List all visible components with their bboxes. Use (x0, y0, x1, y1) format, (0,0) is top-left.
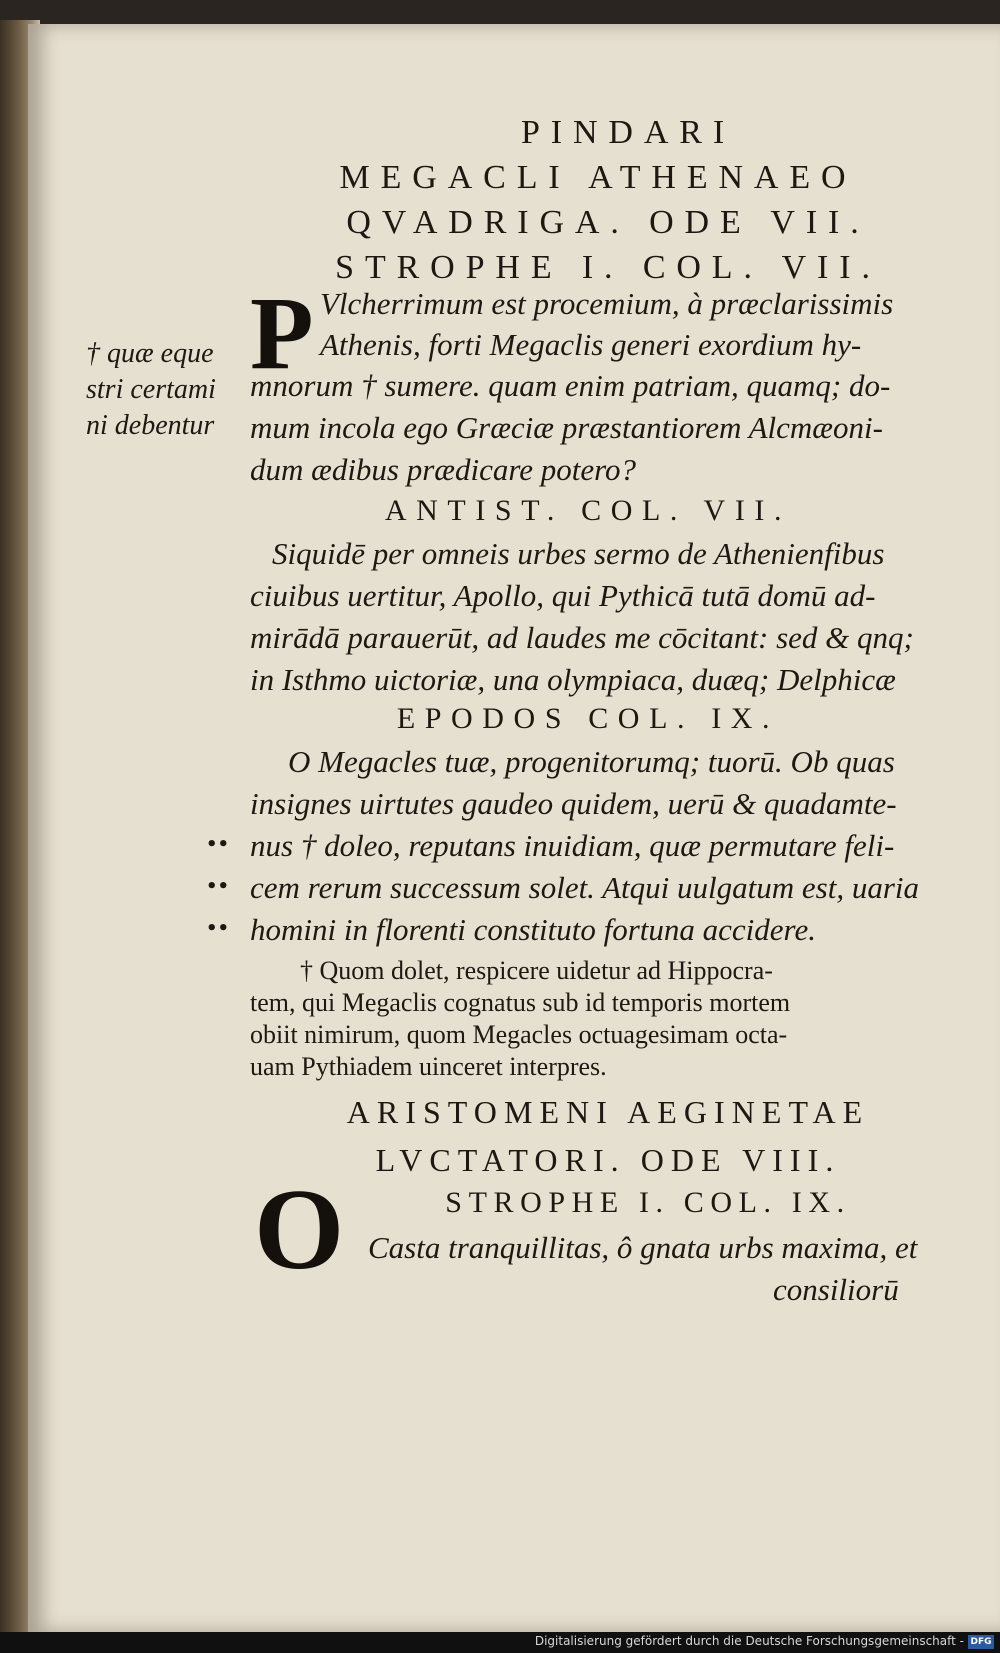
antistrophe-line: in Isthmo uictoriæ, una olympiaca, duæq; Delphicæ (250, 662, 896, 697)
strophe-line: mum incola ego Græciæ præstantiorem Alcmæoni- (250, 410, 883, 445)
ode8-title: ARISTOMENI AEGINETAE (346, 1094, 870, 1130)
quote-mark: •• (206, 834, 230, 855)
margin-note-line: † quæ eque (86, 338, 214, 369)
ode8-line: consiliorū (773, 1272, 899, 1307)
digitization-footer (0, 1632, 1000, 1653)
antistrophe-line: ciuibus uertitur, Apollo, qui Pythicā tutā domū ad- (250, 578, 876, 613)
ode-title: MEGACLI ATHENAEO (339, 159, 857, 196)
epodos-line: O Megacles tuæ, progenitorumq; tuorū. Ob quas (288, 744, 895, 779)
initial-letter-o: O (254, 1166, 345, 1294)
quote-mark: •• (206, 876, 230, 897)
antistrophe-heading: ANTIST. COL. VII. (384, 494, 792, 527)
antistrophe-line: mirādā parauerūt, ad laudes me cōcitant: sed & qnq; (250, 620, 914, 655)
ode8-line: Casta tranquillitas, ô gnata urbs maxima, et (368, 1230, 918, 1265)
initial-letter-p: P (250, 276, 314, 391)
running-title: PINDARI (520, 114, 736, 151)
epodos-line: nus † doleo, reputans inuidiam, quæ permutare feli- (250, 828, 895, 863)
epodos-line: homini in florenti constituto fortuna accidere. (250, 912, 816, 947)
ode8-subtitle: LVCTATORI. ODE VIII. (375, 1142, 841, 1178)
strophe-line: dum ædibus prædicare potero? (250, 452, 637, 487)
ode8-strophe-heading: STROPHE I. COL. IX. (445, 1186, 851, 1219)
margin-note-line: stri certami (86, 374, 216, 405)
margin-note (86, 336, 246, 444)
strophe-line: Vlcherrimum est procemium, à præclarissimis (320, 286, 894, 321)
strophe-line: Athenis, forti Megaclis generi exordium hy- (320, 327, 862, 362)
book-page (28, 24, 1000, 1632)
strophe-heading: STROPHE I. COL. VII. (335, 249, 881, 286)
quote-mark: •• (206, 918, 230, 939)
note-line: tem, qui Megaclis cognatus sub id temporis mortem (250, 988, 791, 1017)
footer-credit: Digitalisierung gefördert durch die Deutsche Forschungsgemeinschaft - (534, 1634, 964, 1648)
note-line: obiit nimirum, quom Megacles octuagesimam octa- (250, 1020, 788, 1049)
margin-note-line: ni debentur (86, 410, 215, 441)
strophe-line: mnorum † sumere. quam enim patriam, quamq; do- (250, 368, 891, 403)
epodos-line: cem rerum successum solet. Atqui uulgatum est, uaria (250, 870, 920, 905)
note-line: † Quom dolet, respicere uidetur ad Hippocra- (300, 956, 773, 985)
dfg-logo: DFG (968, 1635, 994, 1649)
note-line: uam Pythiadem uinceret interpres. (250, 1052, 607, 1081)
ode-subtitle: QVADRIGA. ODE VII. (346, 204, 870, 241)
epodos-line: insignes uirtutes gaudeo quidem, uerū & quadamte- (250, 786, 897, 821)
antistrophe-line: Siquidē per omneis urbes sermo de Athenienfibus (272, 536, 885, 571)
epodos-heading: EPODOS COL. IX. (396, 702, 780, 735)
